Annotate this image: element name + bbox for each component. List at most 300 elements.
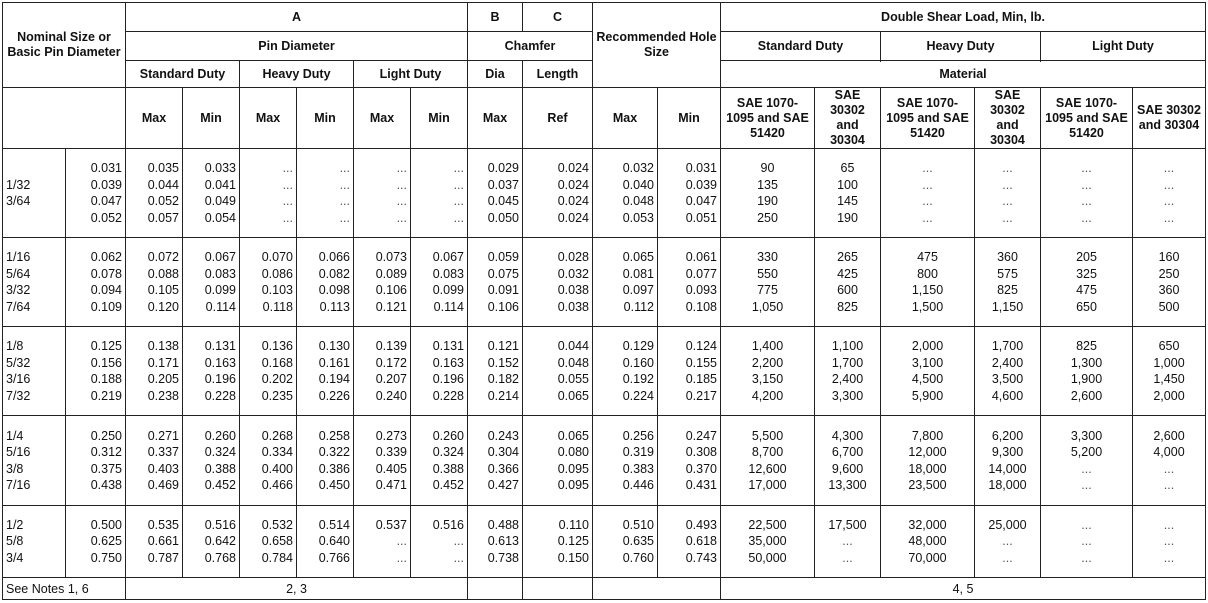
- cell-value: ...: [1002, 534, 1013, 549]
- cell-value: 1,050: [751, 299, 784, 314]
- cell-value: 0.661: [147, 534, 179, 549]
- cell-value: ...: [1002, 194, 1013, 209]
- cell-value: 4,200: [751, 388, 784, 403]
- cell-value: 0.052: [147, 194, 179, 209]
- cell-value: 0.072: [147, 250, 179, 265]
- chamfer-dia-cell: [468, 149, 523, 238]
- cell-value: 0.156: [90, 355, 122, 370]
- cell-value: ...: [1163, 161, 1175, 176]
- standard-duty-min-cell: [183, 416, 240, 505]
- heavy-max-header: Max: [240, 88, 297, 149]
- shear-standard-30302-cell: [815, 327, 881, 416]
- cell-value: ...: [1163, 194, 1175, 209]
- hole-min-cell: [658, 238, 721, 327]
- cell-value: 0.121: [375, 299, 407, 314]
- cell-value: 0.032: [622, 161, 654, 176]
- cell-value: 0.452: [432, 478, 464, 493]
- cell-value: 8,700: [751, 445, 784, 460]
- heavy-duty-max-cell: [240, 327, 297, 416]
- recommended-hole-size-header: Recommended Hole Size: [593, 3, 721, 88]
- cell-value: 0.053: [622, 210, 654, 225]
- shear-light-1070-cell: [1041, 149, 1133, 238]
- cell-value: ...: [453, 550, 464, 565]
- cell-value: 25,000: [988, 517, 1027, 532]
- cell-value: ...: [922, 161, 933, 176]
- cell-value: 0.383: [622, 461, 654, 476]
- cell-value: 1,900: [1070, 372, 1103, 387]
- cell-value: 3/8: [6, 461, 24, 476]
- cell-value: 0.057: [147, 210, 179, 225]
- cell-value: 0.081: [622, 266, 654, 281]
- chamfer-length-cell: [523, 327, 593, 416]
- cell-value: 0.226: [318, 388, 350, 403]
- cell-value: 0.450: [318, 478, 350, 493]
- cell-value: 32,000: [908, 517, 947, 532]
- cell-value: 0.535: [147, 517, 179, 532]
- cell-value: 250: [757, 210, 778, 225]
- cell-value: ...: [1163, 210, 1175, 225]
- cell-value: 22,500: [748, 517, 787, 532]
- cell-value: 0.366: [487, 461, 519, 476]
- hole-min-cell: [658, 416, 721, 505]
- cell-value: 0.045: [487, 194, 519, 209]
- cell-value: 0.024: [557, 210, 589, 225]
- cell-value: 0.172: [375, 355, 407, 370]
- cell-value: 0.103: [261, 283, 293, 298]
- light-min-header: Min: [411, 88, 468, 149]
- cell-value: 145: [837, 194, 858, 209]
- hole-max-header: Max: [593, 88, 658, 149]
- cell-value: 0.319: [622, 445, 654, 460]
- cell-value: 0.532: [261, 517, 293, 532]
- cell-value: 0.082: [318, 266, 350, 281]
- cell-value: 0.050: [487, 210, 519, 225]
- cell-value: 1/4: [6, 428, 24, 443]
- hole-max-cell: [593, 149, 658, 238]
- material-header: Material: [721, 61, 1206, 88]
- chamfer-length-cell: [523, 238, 593, 327]
- cell-value: 0.061: [685, 250, 717, 265]
- cell-value: 5/64: [6, 266, 31, 281]
- cell-value: 0.038: [557, 283, 589, 298]
- cell-value: 0.238: [147, 388, 179, 403]
- cell-value: 0.065: [557, 388, 589, 403]
- std-min-header: Min: [183, 88, 240, 149]
- cell-value: 6,700: [831, 445, 864, 460]
- cell-value: 4,600: [991, 388, 1024, 403]
- cell-value: 7/32: [6, 388, 31, 403]
- chamfer-dia-max-header: Max: [468, 88, 523, 149]
- chamfer-dia-header: Dia: [468, 61, 523, 88]
- cell-value: 1,450: [1153, 372, 1185, 387]
- chamfer-header: Chamfer: [468, 32, 593, 61]
- cell-value: 190: [757, 194, 778, 209]
- cell-value: 0.114: [205, 299, 236, 314]
- light-duty-max-cell: [354, 238, 411, 327]
- cell-value: 0.228: [204, 388, 236, 403]
- cell-value: 0.427: [487, 478, 519, 493]
- cell-value: 0.024: [557, 194, 589, 209]
- cell-value: 0.452: [204, 478, 236, 493]
- cell-value: 0.784: [261, 550, 293, 565]
- cell-value: 0.516: [432, 517, 464, 532]
- chamfer-dia-cell: [468, 238, 523, 327]
- nominal-decimal-cell: [66, 416, 126, 505]
- standard-duty-min-cell: [183, 505, 240, 577]
- cell-value: 0.130: [318, 339, 350, 354]
- hole-min-cell: [658, 149, 721, 238]
- cell-value: 650: [1076, 299, 1097, 314]
- cell-value: 0.129: [622, 339, 654, 354]
- shear-light-duty-header: Light Duty: [1041, 32, 1206, 61]
- cell-value: ...: [1163, 461, 1175, 476]
- cell-value: 0.250: [90, 428, 122, 443]
- cell-value: 17,000: [748, 478, 787, 493]
- cell-value: 48,000: [908, 534, 947, 549]
- cell-value: 0.163: [432, 355, 464, 370]
- cell-value: 17,500: [828, 517, 867, 532]
- cell-value: 0.044: [147, 177, 179, 192]
- cell-value: 2,600: [1070, 388, 1103, 403]
- light-duty-min-cell: [411, 505, 468, 577]
- cell-value: 0.405: [375, 461, 407, 476]
- cell-value: 1,100: [831, 339, 864, 354]
- cell-value: 0.196: [204, 372, 236, 387]
- standard-duty-min-cell: [183, 327, 240, 416]
- cell-value: 35,000: [748, 534, 787, 549]
- cell-value: 0.171: [147, 355, 179, 370]
- see-notes-cell: See Notes 1, 6: [3, 578, 126, 600]
- cell-value: ...: [453, 194, 464, 209]
- hole-max-cell: [593, 238, 658, 327]
- cell-value: 5,200: [1070, 445, 1103, 460]
- cell-value: ...: [1081, 194, 1092, 209]
- cell-value: 2,600: [1153, 428, 1185, 443]
- cell-value: 475: [1076, 283, 1097, 298]
- cell-value: 0.048: [622, 194, 654, 209]
- cell-value: ...: [1081, 177, 1092, 192]
- shear-standard-30302-cell: [815, 505, 881, 577]
- heavy-duty-header: Heavy Duty: [240, 61, 354, 88]
- cell-value: 0.040: [622, 177, 654, 192]
- cell-value: 0.214: [487, 388, 519, 403]
- cell-value: 1/16: [6, 250, 31, 265]
- cell-value: 9,600: [831, 461, 864, 476]
- cell-value: 0.073: [375, 250, 407, 265]
- material-std-30302-header: SAE 30302 and 30304: [815, 88, 881, 149]
- cell-value: ...: [842, 534, 853, 549]
- cell-value: 1,150: [911, 283, 944, 298]
- cell-value: 0.033: [204, 161, 236, 176]
- pin-notes-cell: 2, 3: [126, 578, 468, 600]
- chamfer-dia-cell: [468, 505, 523, 577]
- cell-value: 0.205: [147, 372, 179, 387]
- cell-value: 0.235: [261, 388, 293, 403]
- cell-value: 0.466: [261, 478, 293, 493]
- hole-max-cell: [593, 505, 658, 577]
- cell-value: 0.024: [557, 177, 589, 192]
- cell-value: 0.658: [261, 534, 293, 549]
- cell-value: ...: [922, 194, 933, 209]
- light-duty-min-cell: [411, 416, 468, 505]
- cell-value: 0.131: [204, 339, 236, 354]
- light-duty-header: Light Duty: [354, 61, 468, 88]
- cell-value: 0.219: [90, 388, 122, 403]
- cell-value: 1,150: [991, 299, 1024, 314]
- cell-value: 13,300: [828, 478, 867, 493]
- cell-value: 0.112: [623, 299, 654, 314]
- cell-value: 0.228: [432, 388, 464, 403]
- light-duty-min-cell: [411, 238, 468, 327]
- standard-duty-max-cell: [126, 505, 183, 577]
- cell-value: 0.086: [261, 266, 293, 281]
- size-group-row: [3, 238, 1206, 327]
- cell-value: 0.163: [204, 355, 236, 370]
- heavy-duty-min-cell: [297, 238, 354, 327]
- heavy-duty-max-cell: [240, 238, 297, 327]
- cell-value: 0.066: [318, 250, 350, 265]
- cell-value: 0.131: [432, 339, 464, 354]
- cell-value: 5/8: [6, 534, 24, 549]
- cell-value: 0.304: [487, 445, 519, 460]
- shear-heavy-1070-cell: [881, 416, 975, 505]
- size-group-row: [3, 327, 1206, 416]
- cell-value: 0.062: [90, 250, 122, 265]
- size-group-row: [3, 149, 1206, 238]
- chamfer-dia-cell: [468, 416, 523, 505]
- cell-value: ...: [1163, 517, 1175, 532]
- shear-heavy-1070-cell: [881, 327, 975, 416]
- cell-value: ...: [396, 194, 407, 209]
- cell-value: 0.048: [557, 355, 589, 370]
- cell-value: 7/16: [6, 478, 31, 493]
- cell-value: ...: [842, 550, 853, 565]
- size-group-row: [3, 505, 1206, 577]
- cell-value: 0.438: [90, 478, 122, 493]
- cell-value: ...: [1163, 550, 1175, 565]
- shear-standard-1070-cell: [721, 505, 815, 577]
- cell-value: 0.400: [261, 461, 293, 476]
- light-duty-max-cell: [354, 505, 411, 577]
- cell-value: 0.514: [318, 517, 350, 532]
- cell-value: ...: [453, 534, 464, 549]
- cell-value: 0.224: [622, 388, 654, 403]
- pin-dimensions-table: [2, 2, 1206, 600]
- cell-value: 190: [837, 210, 858, 225]
- nominal-size-header-foot: [3, 88, 126, 149]
- cell-value: 0.118: [262, 299, 293, 314]
- cell-value: 0.618: [685, 534, 717, 549]
- cell-value: 0.388: [204, 461, 236, 476]
- cell-value: 100: [837, 177, 858, 192]
- cell-value: ...: [396, 534, 407, 549]
- table-body: [3, 149, 1206, 578]
- cell-value: 0.065: [622, 250, 654, 265]
- cell-value: 0.109: [90, 299, 122, 314]
- column-c-header: C: [523, 3, 593, 32]
- cell-value: 0.500: [90, 517, 122, 532]
- cell-value: 0.488: [487, 517, 519, 532]
- heavy-duty-min-cell: [297, 416, 354, 505]
- cell-value: 4,300: [831, 428, 864, 443]
- cell-value: 0.094: [90, 283, 122, 298]
- cell-value: ...: [1081, 478, 1092, 493]
- chamfer-dia-notes-cell: [468, 578, 523, 600]
- cell-value: 5/16: [6, 445, 31, 460]
- cell-value: 0.093: [685, 283, 717, 298]
- chamfer-length-notes-cell: [523, 578, 593, 600]
- hole-min-header: Min: [658, 88, 721, 149]
- nominal-decimal-cell: [66, 505, 126, 577]
- cell-value: 0.120: [147, 299, 179, 314]
- light-duty-min-cell: [411, 149, 468, 238]
- cell-value: 0.760: [622, 550, 654, 565]
- cell-value: 0.039: [90, 177, 122, 192]
- material-heavy-1070-header: SAE 1070-1095 and SAE 51420: [881, 88, 975, 149]
- cell-value: 0.047: [685, 194, 717, 209]
- cell-value: 7/64: [6, 299, 31, 314]
- cell-value: 0.038: [557, 299, 589, 314]
- hole-min-cell: [658, 505, 721, 577]
- cell-value: 0.743: [685, 550, 717, 565]
- shear-light-30302-cell: [1133, 416, 1206, 505]
- cell-value: 12,600: [748, 461, 787, 476]
- cell-value: 1,400: [751, 339, 784, 354]
- cell-value: 0.067: [204, 250, 236, 265]
- cell-value: 0.039: [685, 177, 717, 192]
- shear-standard-30302-cell: [815, 149, 881, 238]
- cell-value: ...: [282, 210, 293, 225]
- cell-value: 0.059: [487, 250, 519, 265]
- cell-value: 1,700: [831, 355, 864, 370]
- heavy-duty-min-cell: [297, 505, 354, 577]
- cell-value: 265: [837, 250, 858, 265]
- cell-value: 1/2: [6, 517, 24, 532]
- cell-value: 360: [1158, 283, 1180, 298]
- cell-value: 0.098: [318, 283, 350, 298]
- cell-value: ...: [1081, 550, 1092, 565]
- cell-value: 0.625: [90, 534, 122, 549]
- cell-value: 0.243: [487, 428, 519, 443]
- cell-value: 360: [997, 250, 1018, 265]
- cell-value: ...: [1002, 161, 1013, 176]
- cell-value: 4,000: [1153, 445, 1185, 460]
- cell-value: 18,000: [908, 461, 947, 476]
- cell-value: 1/32: [6, 177, 31, 192]
- cell-value: 0.375: [90, 461, 122, 476]
- cell-value: 0.124: [685, 339, 717, 354]
- cell-value: 1/8: [6, 339, 24, 354]
- cell-value: 0.247: [685, 428, 717, 443]
- cell-value: 250: [1158, 266, 1180, 281]
- cell-value: 3/4: [6, 550, 24, 565]
- standard-duty-min-cell: [183, 149, 240, 238]
- cell-value: 0.029: [487, 161, 519, 176]
- shear-heavy-30302-cell: [975, 505, 1041, 577]
- cell-value: 0.055: [557, 372, 589, 387]
- cell-value: ...: [282, 194, 293, 209]
- shear-light-30302-cell: [1133, 149, 1206, 238]
- cell-value: 0.125: [90, 339, 122, 354]
- cell-value: 0.152: [487, 355, 519, 370]
- cell-value: ...: [1163, 478, 1175, 493]
- material-light-1070-header: SAE 1070-1095 and SAE 51420: [1041, 88, 1133, 149]
- cell-value: ...: [339, 194, 350, 209]
- cell-value: 550: [757, 266, 778, 281]
- cell-value: 4,500: [911, 372, 944, 387]
- light-duty-max-cell: [354, 416, 411, 505]
- cell-value: 0.308: [685, 445, 717, 460]
- cell-value: 600: [837, 283, 858, 298]
- cell-value: 0.089: [375, 266, 407, 281]
- cell-value: 0.642: [204, 534, 236, 549]
- cell-value: 0.469: [147, 478, 179, 493]
- shear-light-30302-cell: [1133, 505, 1206, 577]
- heavy-duty-max-cell: [240, 505, 297, 577]
- shear-standard-30302-cell: [815, 238, 881, 327]
- material-heavy-30302-header: SAE 30302 and 30304: [975, 88, 1041, 149]
- cell-value: 0.108: [685, 299, 717, 314]
- cell-value: 0.054: [204, 210, 236, 225]
- cell-value: 0.196: [432, 372, 464, 387]
- column-a-header: A: [126, 3, 468, 32]
- cell-value: 0.370: [685, 461, 717, 476]
- light-duty-max-cell: [354, 327, 411, 416]
- cell-value: 0.271: [147, 428, 179, 443]
- double-shear-header: Double Shear Load, Min, lb.: [721, 3, 1206, 32]
- cell-value: 825: [837, 299, 858, 314]
- cell-value: 2,200: [751, 355, 784, 370]
- cell-value: 0.080: [557, 445, 589, 460]
- cell-value: ...: [1081, 534, 1092, 549]
- cell-value: 0.088: [147, 266, 179, 281]
- cell-value: ...: [1081, 517, 1092, 532]
- cell-value: 1,000: [1153, 355, 1185, 370]
- cell-value: ...: [282, 161, 293, 176]
- chamfer-length-header: Length: [523, 61, 593, 88]
- cell-value: 7,800: [911, 428, 944, 443]
- cell-value: ...: [339, 210, 350, 225]
- shear-heavy-duty-header: Heavy Duty: [881, 32, 1041, 61]
- cell-value: 0.202: [261, 372, 293, 387]
- cell-value: 0.182: [487, 372, 519, 387]
- cell-value: 0.091: [487, 283, 519, 298]
- cell-value: 0.194: [318, 372, 350, 387]
- cell-value: 18,000: [988, 478, 1027, 493]
- cell-value: 3,150: [751, 372, 784, 387]
- shear-standard-1070-cell: [721, 416, 815, 505]
- shear-heavy-30302-cell: [975, 238, 1041, 327]
- cell-value: ...: [1002, 177, 1013, 192]
- cell-value: ...: [453, 177, 464, 192]
- cell-value: 0.070: [261, 250, 293, 265]
- cell-value: ...: [1163, 534, 1175, 549]
- cell-value: 14,000: [988, 461, 1027, 476]
- standard-duty-max-cell: [126, 149, 183, 238]
- pin-diameter-header: Pin Diameter: [126, 32, 468, 61]
- cell-value: 0.386: [318, 461, 350, 476]
- cell-value: ...: [453, 161, 464, 176]
- shear-heavy-30302-cell: [975, 327, 1041, 416]
- cell-value: 3,300: [1070, 428, 1103, 443]
- cell-value: 0.431: [685, 478, 717, 493]
- cell-value: 12,000: [908, 445, 947, 460]
- cell-value: 0.106: [375, 283, 407, 298]
- cell-value: 0.537: [375, 517, 407, 532]
- cell-value: 0.613: [487, 534, 519, 549]
- shear-standard-1070-cell: [721, 149, 815, 238]
- cell-value: 0.268: [261, 428, 293, 443]
